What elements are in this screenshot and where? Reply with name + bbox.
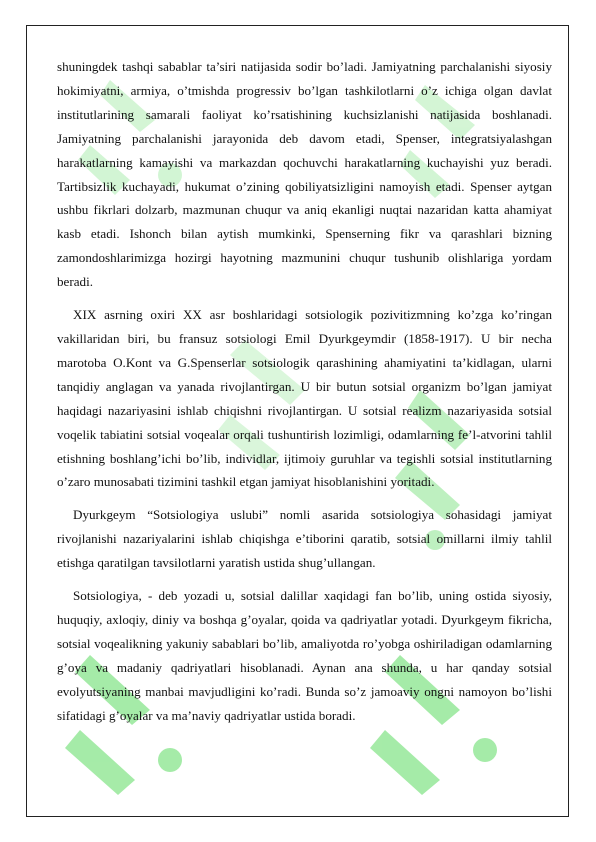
paragraph-2: XIX asrning oxiri XX asr boshlaridagi sotsiologik pozivitizmning ko’zga ko’ringan vakillaridan biri, bu fransuz sotsiologi Emil Dyurkgeymdir (1858-1917). U bir necha marotoba O.Kont va G.Spenserlar sotsiologik qarashining ahamiyatini ta’kidlagan, ularni tanqidiy anglagan va yanada rivojlantirgan. U bir butun sotsial organizm bo’lgan jamiyat haqidagi nazariyasini ishlab chiqishni rivojlantirgan. U sotsial realizm nazariyasida sotsial voqelik tabiatini sotsial voqealar orqali tushuntirish lozimligi, odamlarning fe’l-atvorini tahlil etishning boshlang’ichi bo’lib, individlar, ijtimoiy guruhlar va tegishli sotsial institutlarning o’zaro munosabati tizimini tashkil etgan jamiyat hisoblanishini yoritadi. [57,307,552,490]
paragraph-3: Dyurkgeym “Sotsiologiya uslubi” nomli asarida sotsiologiya sohasidagi jamiyat rivojlanishi nazariyalarini ishlab chiqishga e’tiborini qaratib, sotsial omillarni ilmiy tahlil etishga qaratilgan tavsilotlarni yaratish ustida shug’ullangan. [57,507,552,571]
document-body [57,55,552,727]
paragraph-4: Sotsiologiya, - deb yozadi u, sotsial dalillar xaqidagi fan bo’lib, uning ostida siyosiy, huquqiy, axloqiy, diniy va boshqa g’oyalar, qoida va qadriyatlar yotadi. Dyurkgeym fikricha, sotsial voqealikning yakuniy sabablari bo’lib, amaliyotda ro’yobga oshiriladigan odamlarning g’oya va madaniy qadriyatlari hisoblanadi. Aynan ana shunda, u har qanday sotsial evolyutsiyaning manbai mavjudligini ko’radi. Bunda so’z jamoaviy ongni namoyon bo’lishi sifatidagi g’oyalar va ma’naviy qadriyatlar ustida boradi. [57,588,552,723]
paragraph-1: shuningdek tashqi sabablar ta’siri natijasida sodir bo’ladi. Jamiyatning parchalanishi siyosiy hokimiyatni, armiya, o’tmishda progressiv bo’lgan tashkilotlarni o’z ichiga olgan davlat institutlarining samarali faoliyat ko’rsatishining kuchsizlanishi natijasida boshlanadi. Jamiyatning parchalanishi jarayonida deb davom etadi, Spenser, integratsiyalashgan harakatlarning kamayishi va markazdan qochuvchi harakatlarning kuchayishi yuz beradi. Tartibsizlik kuchayadi, hukumat o’zining qobiliyatsizligini namoyish etadi. Spenser aytgan ushbu fikrlari dolzarb, mazmunan chuqur va aniq ekanligi nuqtai nazaridan katta ahamiyat kasb etadi. Ishonch bilan aytish mumkinki, Spenserning fikr va qarashlari bizning zamondoshlarimizga hozirgi hayotning mazmunini chuqur tushunib olishlariga yordam beradi. [57,59,552,290]
